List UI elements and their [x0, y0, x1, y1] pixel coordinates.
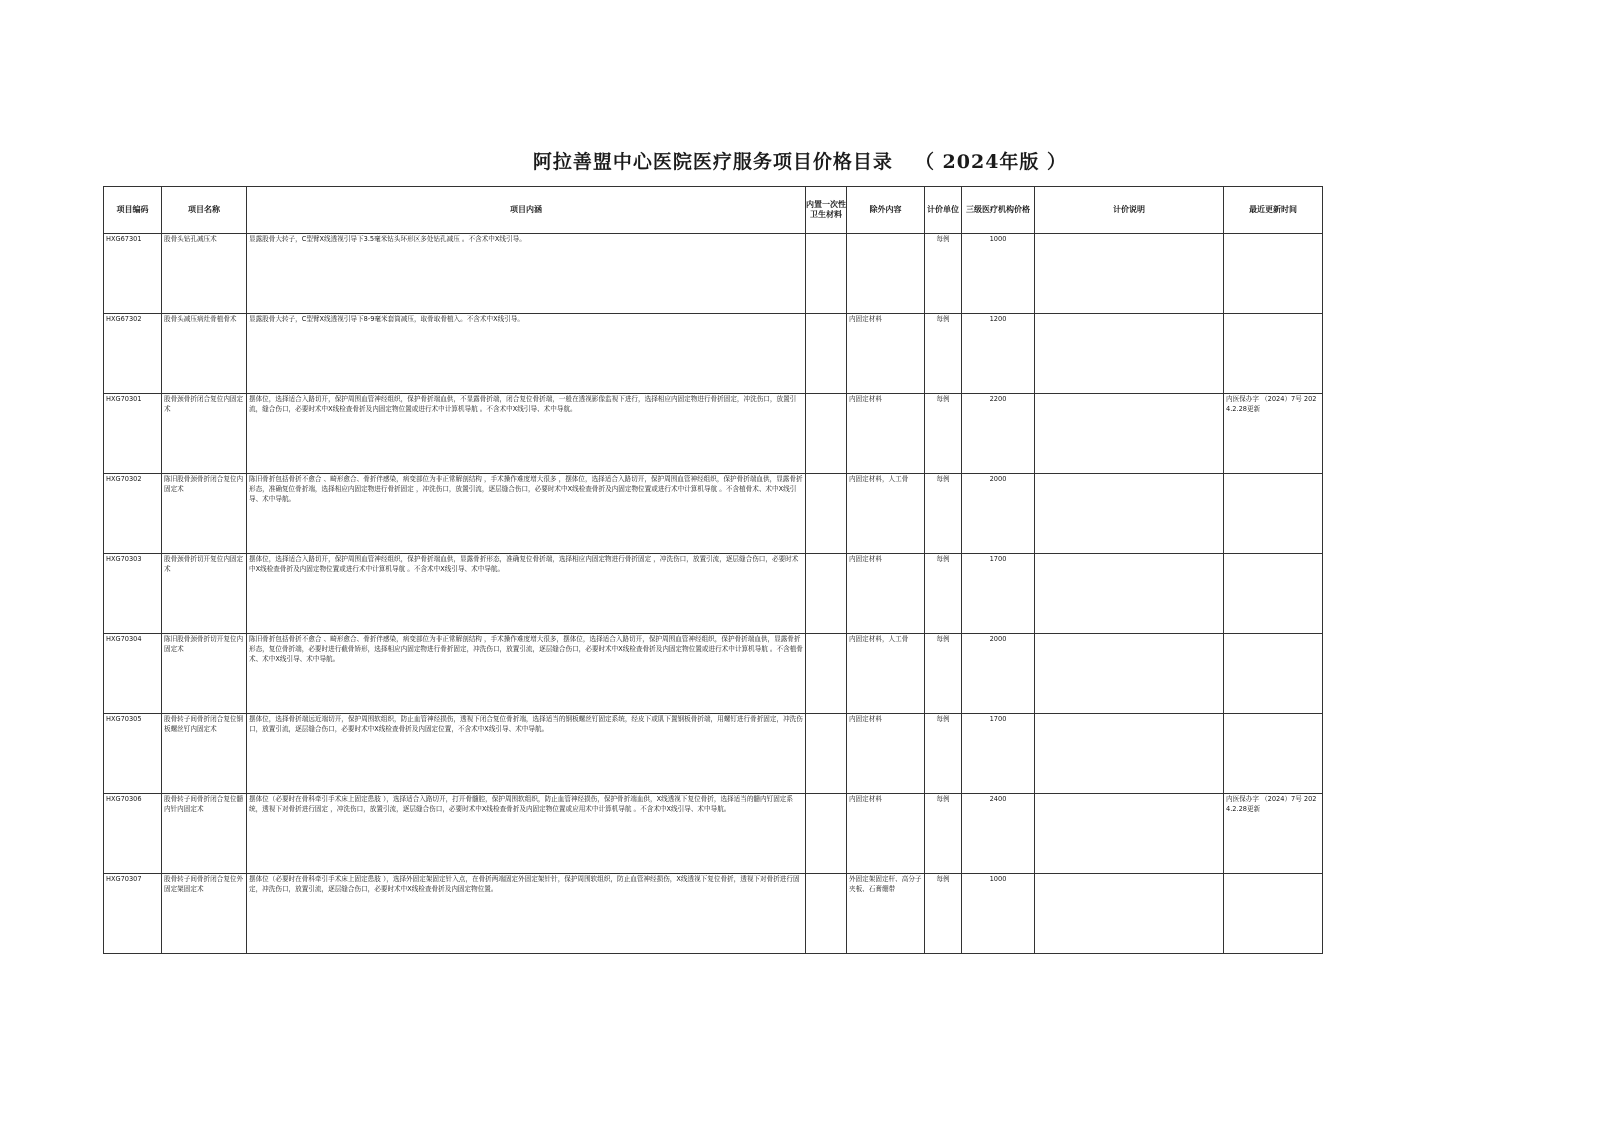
cell-price: 1000 — [962, 234, 1035, 314]
cell-price: 2000 — [962, 634, 1035, 714]
table-row — [104, 234, 1323, 314]
table-row — [104, 874, 1323, 954]
cell-updated — [1224, 714, 1323, 794]
title-year: （ 2024年版 ） — [914, 151, 1068, 173]
header-unit: 计价单位 — [925, 187, 962, 234]
cell-code: HXG70302 — [104, 474, 162, 554]
cell-unit: 每例 — [925, 714, 962, 794]
cell-excluded: 内固定材料，人工骨 — [847, 634, 925, 714]
cell-unit: 每例 — [925, 634, 962, 714]
cell-excluded: 内固定材料 — [847, 714, 925, 794]
cell-unit: 每例 — [925, 554, 962, 634]
cell-code: HXG70307 — [104, 874, 162, 954]
cell-code: HXG70306 — [104, 794, 162, 874]
cell-content: 陈旧骨折包括骨折不愈合 、畸形愈合、骨折伴感染，病变部位为非正常解剖结构 ，手术操作难度增大很多，摆体位，选择适合入路切开，保护周围血管神经组织，保护骨折端血供，显露骨折形态，复位骨折端，必要时进行截骨矫形，选择相应内固定物进行骨折固定，冲洗伤口，放置引流，逐层缝合伤口，必要时术中X线检查骨折及内固定物位置或进行术中计算机导航 。不含植骨术、术中X线引导、术中导航。 — [247, 634, 806, 714]
cell-price: 1700 — [962, 714, 1035, 794]
table-row — [104, 714, 1323, 794]
document-title — [0, 147, 1600, 174]
cell-name: 股骨头减压病灶骨植骨术 — [162, 314, 247, 394]
cell-note — [1035, 794, 1224, 874]
cell-content: 显露股骨大转子，C型臂X线透视引导下3.5毫米钻头环形区多处钻孔减压 。不含术中X线引导。 — [247, 234, 806, 314]
title-text: 阿拉善盟中心医院医疗服务项目价格目录 — [532, 151, 893, 173]
cell-note — [1035, 634, 1224, 714]
cell-content: 显露股骨大转子，C型臂X线透视引导下8-9毫米套筒减压，取骨取骨植入。不含术中X线引导。 — [247, 314, 806, 394]
cell-name: 股骨转子间骨折闭合复位钢板螺丝钉内固定术 — [162, 714, 247, 794]
cell-note — [1035, 554, 1224, 634]
cell-note — [1035, 874, 1224, 954]
table-row — [104, 314, 1323, 394]
cell-name: 股骨头钻孔减压术 — [162, 234, 247, 314]
cell-material — [806, 394, 847, 474]
cell-name: 股骨转子间骨折闭合复位髓内针内固定术 — [162, 794, 247, 874]
table-row — [104, 554, 1323, 634]
cell-price: 1000 — [962, 874, 1035, 954]
cell-material — [806, 714, 847, 794]
table-row — [104, 394, 1323, 474]
cell-updated: 内医保办字 （2024）7号 2024.2.28更新 — [1224, 794, 1323, 874]
cell-code: HXG70305 — [104, 714, 162, 794]
cell-name: 陈旧股骨颈骨折闭合复位内固定术 — [162, 474, 247, 554]
table-row — [104, 634, 1323, 714]
cell-unit: 每例 — [925, 474, 962, 554]
cell-excluded: 内固定材料，人工骨 — [847, 474, 925, 554]
cell-name: 陈旧股骨颈骨折切开复位内固定术 — [162, 634, 247, 714]
cell-note — [1035, 234, 1224, 314]
cell-name: 股骨颈骨折切开复位内固定术 — [162, 554, 247, 634]
cell-note — [1035, 394, 1224, 474]
cell-material — [806, 314, 847, 394]
cell-unit: 每例 — [925, 874, 962, 954]
cell-content: 摆体位，选择适合入路切开，保护周围血管神经组织，保护骨折端血供，显露骨折形态，准确复位骨折端，选择相应内固定物进行骨折固定 ，冲洗伤口，放置引流，逐层缝合伤口，必要时术中X线检查骨折及内固定物位置或进行术中计算机导航 。不含术中X线引导、术中导航。 — [247, 554, 806, 634]
cell-content: 摆体位，选择骨折端远近端切开，保护周围软组织，防止血管神经损伤，透视下闭合复位骨折端，选择适当的钢板螺丝钉固定系统，经皮下或肌下置钢板骨折端，用螺钉进行骨折固定，冲洗伤口，放置引流，逐层缝合伤口，必要时术中X线检查骨折及内固定位置，不含术中X线引导、术中导航。 — [247, 714, 806, 794]
cell-price: 1200 — [962, 314, 1035, 394]
cell-content: 陈旧骨折包括骨折不愈合 、畸形愈合、骨折伴感染，病变部位为非正常解剖结构 ，手术操作难度增大很多 ，摆体位，选择适合入路切开，保护周围血管神经组织，保护骨折端血供，显露骨折形态，准确复位骨折端，选择相应内固定物进行骨折固定 ，冲洗伤口，放置引流，逐层缝合伤口，必要时术中X线检查骨折及内固定物位置或进行术中计算机导航 。不含植骨术、术中X线引导、术中导航。 — [247, 474, 806, 554]
cell-price: 2200 — [962, 394, 1035, 474]
cell-excluded — [847, 234, 925, 314]
header-excluded: 除外内容 — [847, 187, 925, 234]
cell-note — [1035, 314, 1224, 394]
header-code: 项目编码 — [104, 187, 162, 234]
header-material: 内置一次性卫生材料 — [806, 187, 847, 234]
cell-excluded: 外固定架固定杆、高分子夹板、石膏绷带 — [847, 874, 925, 954]
cell-content: 摆体位（必要时在骨科牵引手术床上固定患肢 ），选择适合入路切开，打开骨髓腔，保护周围软组织，防止血管神经损伤，保护骨折端血供，X线透视下复位骨折，选择适当的髓内钉固定系统，透视下对骨折进行固定 ，冲洗伤口，放置引流，逐层缝合伤口，必要时术中X线检查骨折及内固定物位置或应用术中计算机导航 。不含术中X线引导、术中导航。 — [247, 794, 806, 874]
cell-price: 1700 — [962, 554, 1035, 634]
cell-content: 摆体位（必要时在骨科牵引手术床上固定患肢 ），选择外固定架固定针入点，在骨折两端固定外固定架针针，保护周围软组织，防止血管神经损伤，X线透视下复位骨折，透视下对骨折进行固定，冲洗伤口，放置引流，逐层缝合伤口，必要时术中X线检查骨折及内固定物位置。 — [247, 874, 806, 954]
cell-updated — [1224, 874, 1323, 954]
cell-name: 股骨转子间骨折闭合复位外固定架固定术 — [162, 874, 247, 954]
cell-material — [806, 554, 847, 634]
cell-updated — [1224, 554, 1323, 634]
cell-unit: 每例 — [925, 794, 962, 874]
header-price: 三级医疗机构价格 — [962, 187, 1035, 234]
cell-excluded: 内固定材料 — [847, 554, 925, 634]
cell-updated — [1224, 234, 1323, 314]
cell-code: HXG70304 — [104, 634, 162, 714]
header-name: 项目名称 — [162, 187, 247, 234]
cell-excluded: 内固定材料 — [847, 314, 925, 394]
cell-content: 摆体位，选择适合入路切开，保护周围血管神经组织，保护骨折端血供，不显露骨折端，闭合复位骨折端，一般在透视影像监视下进行，选择相应内固定物进行骨折固定，冲洗伤口，放置引流，缝合伤口，必要时术中X线检查骨折及内固定物位置或进行术中计算机导航 。不含术中X线引导、术中导航。 — [247, 394, 806, 474]
table-row — [104, 474, 1323, 554]
table-header-row — [104, 187, 1323, 234]
cell-price: 2400 — [962, 794, 1035, 874]
cell-material — [806, 634, 847, 714]
price-table — [103, 186, 1323, 954]
cell-unit: 每例 — [925, 394, 962, 474]
cell-name: 股骨颈骨折闭合复位内固定术 — [162, 394, 247, 474]
cell-excluded: 内固定材料 — [847, 394, 925, 474]
cell-code: HXG70301 — [104, 394, 162, 474]
cell-unit: 每例 — [925, 234, 962, 314]
header-updated: 最近更新时间 — [1224, 187, 1323, 234]
cell-updated — [1224, 634, 1323, 714]
cell-material — [806, 474, 847, 554]
cell-code: HXG67301 — [104, 234, 162, 314]
cell-code: HXG70303 — [104, 554, 162, 634]
cell-material — [806, 794, 847, 874]
cell-updated — [1224, 474, 1323, 554]
cell-unit: 每例 — [925, 314, 962, 394]
cell-material — [806, 234, 847, 314]
cell-material — [806, 874, 847, 954]
cell-updated: 内医保办字 （2024）7号 2024.2.28更新 — [1224, 394, 1323, 474]
table-row — [104, 794, 1323, 874]
header-content: 项目内涵 — [247, 187, 806, 234]
cell-excluded: 内固定材料 — [847, 794, 925, 874]
cell-note — [1035, 474, 1224, 554]
header-note: 计价说明 — [1035, 187, 1224, 234]
cell-updated — [1224, 314, 1323, 394]
cell-note — [1035, 714, 1224, 794]
cell-price: 2000 — [962, 474, 1035, 554]
cell-code: HXG67302 — [104, 314, 162, 394]
